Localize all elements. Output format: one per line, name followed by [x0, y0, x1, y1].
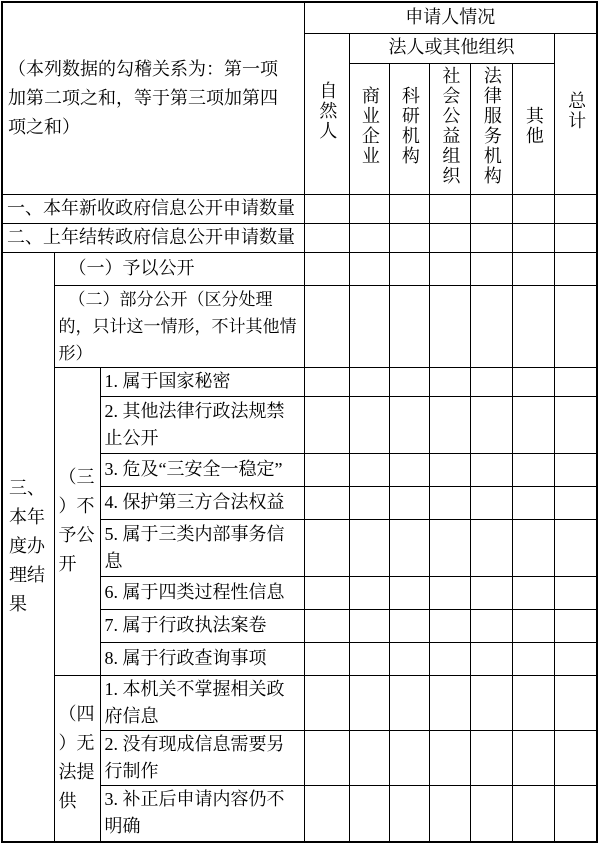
- data-cell: [304, 285, 349, 367]
- header-legal-service-org: 法律服务机构: [470, 63, 512, 194]
- data-cell: [429, 785, 470, 842]
- data-cell: [512, 486, 554, 519]
- data-cell: [470, 519, 512, 576]
- data-cell: [389, 367, 429, 396]
- data-cell: [304, 519, 349, 576]
- data-cell: [470, 396, 512, 453]
- data-cell: [429, 252, 470, 285]
- data-cell: [349, 519, 389, 576]
- data-cell: [554, 194, 597, 223]
- header-total-label: 总计: [566, 91, 587, 131]
- data-cell: [349, 223, 389, 252]
- header-total: [554, 33, 597, 194]
- data-cell: [389, 730, 429, 785]
- data-cell: [389, 519, 429, 576]
- data-cell: [470, 730, 512, 785]
- data-cell: [512, 576, 554, 609]
- row-label-new-requests: 一、本年新收政府信息公开申请数量: [2, 194, 304, 223]
- data-cell: [349, 609, 389, 642]
- data-cell: [349, 675, 389, 730]
- data-cell: [554, 367, 597, 396]
- data-cell: [349, 785, 389, 842]
- item-label-needs-creation: 2. 没有现成信息需要另行制作: [100, 730, 304, 785]
- data-cell: [304, 453, 349, 486]
- data-cell: [389, 396, 429, 453]
- header-social-welfare-org: 社会公益组织: [429, 63, 470, 194]
- data-cell: [470, 367, 512, 396]
- data-cell: [429, 609, 470, 642]
- data-cell: [512, 642, 554, 675]
- data-cell: [349, 194, 389, 223]
- data-cell: [389, 785, 429, 842]
- data-cell: [429, 453, 470, 486]
- data-cell: [512, 194, 554, 223]
- data-cell: [389, 285, 429, 367]
- subsection-label-refused-disclosure: （三）不予公开: [54, 367, 100, 675]
- item-label-process-info: 6. 属于四类过程性信息: [100, 576, 304, 609]
- data-cell: [554, 675, 597, 730]
- data-cell: [349, 576, 389, 609]
- data-cell: [470, 785, 512, 842]
- data-cell: [554, 519, 597, 576]
- item-label-info-not-held: 1. 本机关不掌握相关政府信息: [100, 675, 304, 730]
- data-cell: [389, 486, 429, 519]
- data-cell: [512, 252, 554, 285]
- data-cell: [304, 609, 349, 642]
- data-cell: [304, 252, 349, 285]
- data-cell: [470, 194, 512, 223]
- data-cell: [304, 576, 349, 609]
- row-label-granted-disclosure: （一）予以公开: [54, 252, 304, 285]
- data-cell: [304, 730, 349, 785]
- data-cell: [512, 675, 554, 730]
- data-cell: [429, 194, 470, 223]
- data-cell: [554, 396, 597, 453]
- data-cell: [429, 285, 470, 367]
- reconciliation-note: （本列数据的勾稽关系为：第一项加第二项之和，等于第三项加第四项之和）: [2, 2, 304, 194]
- data-cell: [512, 396, 554, 453]
- data-cell: [554, 785, 597, 842]
- data-cell: [470, 675, 512, 730]
- data-cell: [470, 486, 512, 519]
- data-cell: [304, 396, 349, 453]
- data-cell: [512, 453, 554, 486]
- subsection-label-unable-to-provide: （四）无法提供: [54, 675, 100, 842]
- data-cell: [389, 642, 429, 675]
- item-label-state-secret: 1. 属于国家秘密: [100, 367, 304, 396]
- data-cell: [389, 194, 429, 223]
- section-label-annual-results: 三、本年度办理结果: [2, 252, 54, 842]
- data-cell: [470, 642, 512, 675]
- data-cell: [470, 285, 512, 367]
- item-label-endanger-security: 3. 危及“三安全一稳定”: [100, 453, 304, 486]
- data-cell: [512, 367, 554, 396]
- data-cell: [304, 194, 349, 223]
- item-label-internal-affairs-info: 5. 属于三类内部事务信息: [100, 519, 304, 576]
- data-cell: [349, 252, 389, 285]
- data-cell: [512, 730, 554, 785]
- data-cell: [429, 486, 470, 519]
- data-cell: [429, 367, 470, 396]
- row-label-carried-over-requests: 二、上年结转政府信息公开申请数量: [2, 223, 304, 252]
- header-natural-person-label: 自然人: [317, 81, 338, 141]
- header-commercial-enterprise: 商业企业: [349, 63, 389, 194]
- data-cell: [304, 675, 349, 730]
- data-cell: [512, 609, 554, 642]
- data-cell: [554, 642, 597, 675]
- data-cell: [349, 642, 389, 675]
- header-research-institution: 科研机构: [389, 63, 429, 194]
- data-cell: [470, 576, 512, 609]
- data-cell: [349, 396, 389, 453]
- data-cell: [349, 486, 389, 519]
- data-cell: [429, 576, 470, 609]
- data-cell: [429, 223, 470, 252]
- data-cell: [349, 367, 389, 396]
- data-cell: [349, 453, 389, 486]
- item-label-enforcement-files: 7. 属于行政执法案卷: [100, 609, 304, 642]
- item-label-law-prohibited: 2. 其他法律行政法规禁止公开: [100, 396, 304, 453]
- data-cell: [349, 285, 389, 367]
- row-label-partial-disclosure: （二）部分公开（区分处理的，只计这一情形，不计其他情形）: [54, 285, 304, 367]
- data-cell: [304, 367, 349, 396]
- data-cell: [429, 396, 470, 453]
- data-cell: [389, 223, 429, 252]
- data-cell: [389, 609, 429, 642]
- data-cell: [554, 223, 597, 252]
- data-cell: [389, 675, 429, 730]
- data-cell: [470, 453, 512, 486]
- data-cell: [554, 576, 597, 609]
- data-cell: [470, 252, 512, 285]
- data-cell: [429, 519, 470, 576]
- header-applicant-situation: 申请人情况: [304, 2, 597, 33]
- header-legal-or-other-org: 法人或其他组织: [349, 33, 554, 63]
- data-cell: [554, 730, 597, 785]
- data-cell: [304, 642, 349, 675]
- data-cell: [554, 285, 597, 367]
- data-cell: [389, 252, 429, 285]
- data-cell: [512, 223, 554, 252]
- data-cell: [429, 642, 470, 675]
- data-cell: [389, 576, 429, 609]
- item-label-still-unclear: 3. 补正后申请内容仍不明确: [100, 785, 304, 842]
- data-cell: [470, 609, 512, 642]
- data-cell: [554, 453, 597, 486]
- data-cell: [304, 223, 349, 252]
- item-label-admin-inquiry: 8. 属于行政查询事项: [100, 642, 304, 675]
- data-cell: [304, 486, 349, 519]
- data-cell: [429, 675, 470, 730]
- header-other-org: 其他: [512, 63, 554, 194]
- item-label-third-party-rights: 4. 保护第三方合法权益: [100, 486, 304, 519]
- data-cell: [554, 252, 597, 285]
- data-cell: [429, 730, 470, 785]
- data-cell: [304, 785, 349, 842]
- data-cell: [470, 223, 512, 252]
- header-natural-person: [304, 33, 349, 194]
- disclosure-request-table: [1, 1, 598, 843]
- data-cell: [512, 285, 554, 367]
- data-cell: [389, 453, 429, 486]
- data-cell: [554, 609, 597, 642]
- data-cell: [554, 486, 597, 519]
- data-cell: [512, 519, 554, 576]
- data-cell: [512, 785, 554, 842]
- data-cell: [349, 730, 389, 785]
